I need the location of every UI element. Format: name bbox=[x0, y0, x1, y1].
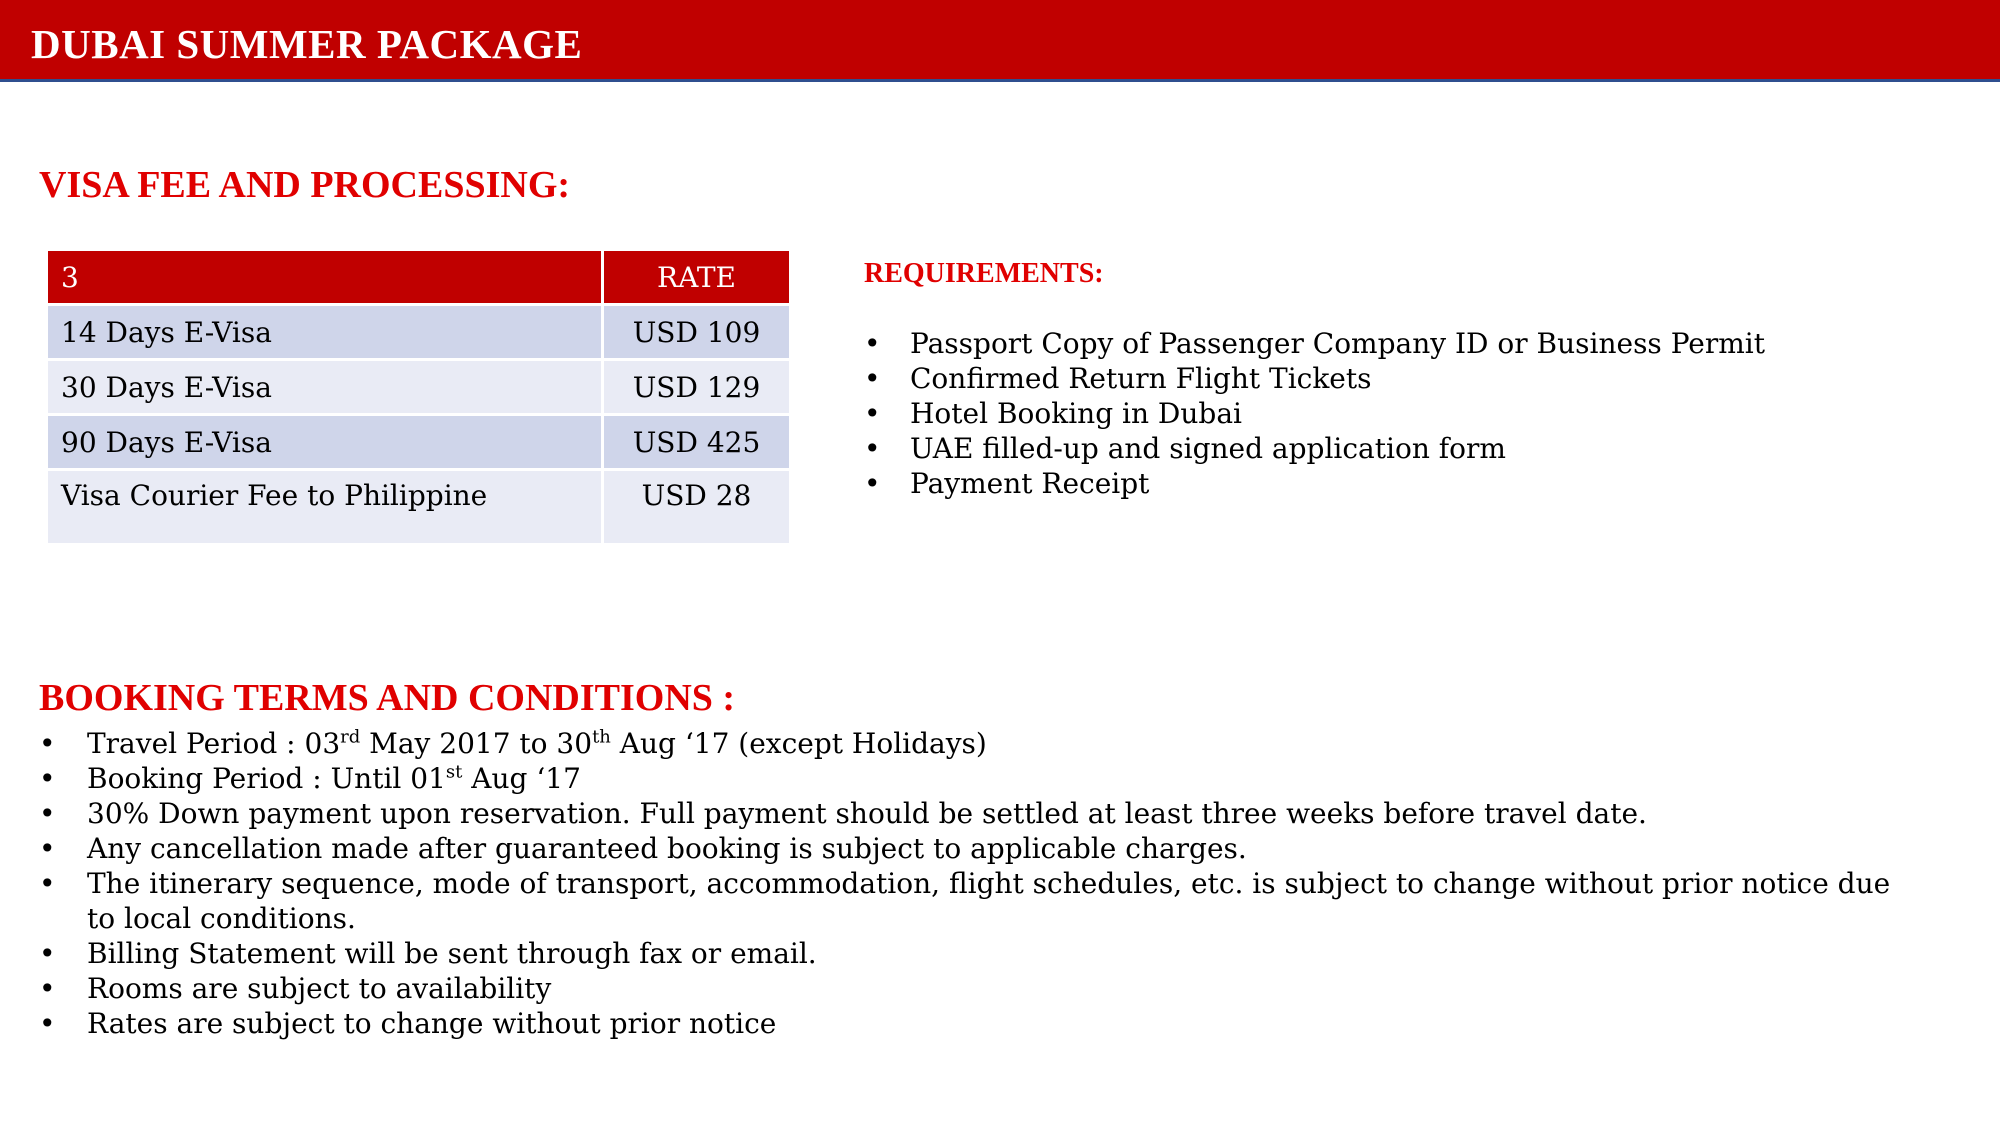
booking-terms-list bbox=[39, 726, 1919, 1041]
visa-type-cell: 14 Days E-Visa bbox=[48, 306, 601, 358]
list-item: • Rates are subject to change without prior notice bbox=[39, 1006, 1919, 1041]
booking-terms-heading: BOOKING TERMS AND CONDITIONS : bbox=[39, 677, 736, 719]
booking-period-sup: st bbox=[445, 761, 463, 783]
table-header-rate: RATE bbox=[604, 251, 789, 303]
visa-rate-cell: USD 129 bbox=[604, 361, 789, 413]
visa-type-cell: 30 Days E-Visa bbox=[48, 361, 601, 413]
table-row bbox=[48, 416, 789, 468]
visa-rate-cell: USD 425 bbox=[604, 416, 789, 468]
travel-period-item bbox=[39, 726, 1919, 761]
table-row bbox=[48, 471, 789, 543]
booking-period-suffix: Aug ‘17 bbox=[462, 762, 581, 795]
list-item: • The itinerary sequence, mode of transport, accommodation, flight schedules, etc. is subject to change without prior notice due to local conditions. bbox=[39, 866, 1919, 936]
table-row bbox=[48, 306, 789, 358]
list-item: • Hotel Booking in Dubai bbox=[864, 396, 1765, 431]
list-item: • UAE filled-up and signed application form bbox=[864, 431, 1765, 466]
list-item: • Any cancellation made after guaranteed booking is subject to applicable charges. bbox=[39, 831, 1919, 866]
visa-rate-cell: USD 28 bbox=[604, 471, 789, 543]
booking-period-prefix: Booking Period : Until 01 bbox=[87, 762, 446, 795]
visa-fee-heading: VISA FEE AND PROCESSING: bbox=[39, 164, 571, 206]
list-item: • 30% Down payment upon reservation. Full payment should be settled at least three weeks before travel date. bbox=[39, 796, 1919, 831]
list-item: • Rooms are subject to availability bbox=[39, 971, 1919, 1006]
requirements-heading: REQUIREMENTS: bbox=[864, 258, 1104, 289]
table-row bbox=[48, 361, 789, 413]
travel-period-middle: May 2017 to 30 bbox=[360, 727, 593, 760]
table-header-row bbox=[48, 251, 789, 303]
list-item: • Billing Statement will be sent through fax or email. bbox=[39, 936, 1919, 971]
travel-period-sup-start: rd bbox=[340, 726, 361, 748]
travel-period-prefix: Travel Period : 03 bbox=[87, 727, 341, 760]
visa-type-cell: Visa Courier Fee to Philippine bbox=[48, 471, 601, 543]
visa-fee-table bbox=[45, 248, 792, 546]
visa-rate-cell: USD 109 bbox=[604, 306, 789, 358]
booking-period-item bbox=[39, 761, 1919, 796]
page-title: DUBAI SUMMER PACKAGE bbox=[31, 21, 583, 67]
travel-period-suffix: Aug ‘17 (except Holidays) bbox=[610, 727, 987, 760]
travel-period-sup-end: th bbox=[592, 726, 611, 748]
list-item: • Confirmed Return Flight Tickets bbox=[864, 361, 1765, 396]
visa-type-cell: 90 Days E-Visa bbox=[48, 416, 601, 468]
table-header-cell: 3 bbox=[48, 251, 601, 303]
title-bar bbox=[0, 0, 2000, 82]
list-item: • Passport Copy of Passenger Company ID or Business Permit bbox=[864, 326, 1765, 361]
requirements-list bbox=[864, 326, 1765, 501]
list-item: • Payment Receipt bbox=[864, 466, 1765, 501]
